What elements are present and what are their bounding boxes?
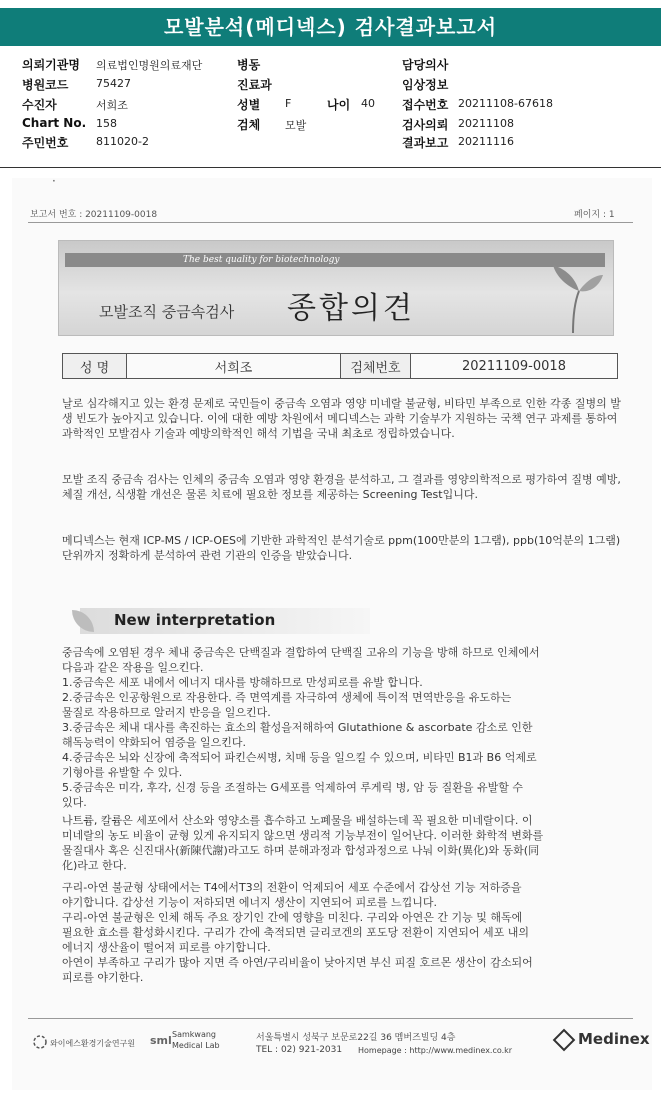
intro-paragraph-2: 모발 조직 중금속 검사는 인체의 중금속 오염과 영양 환경을 분석하고, 그 결과를 영양의학적으로 평가하여 질병 예방, 체질 개선, 식생활 개선은 물론 치료에 필요한 정보를 제공하는 Screening Test입니다. <box>62 473 621 501</box>
interp-line: 5.중금속은 미각, 후각, 신경 등을 조절하는 G세포를 억제하여 루게릭 병, 암 등 질환을 유발할 수 <box>62 781 523 794</box>
copper-line: 피로를 야기한다. <box>62 971 144 984</box>
age-value: 40 <box>361 97 375 110</box>
copper-line: 구리-아연 불균형은 인체 해독 주요 장기인 간에 영향을 미친다. 구리와 아연은 간 기능 및 해독에 <box>62 911 523 924</box>
banner-subtitle: 모발조직 중금속검사 <box>99 303 235 321</box>
hospital-code-value: 75427 <box>96 77 131 90</box>
copper-line: 구리-아연 불균형 상태에서는 T4에서T3의 전환이 억제되어 세포 수준에서 갑상선 기능 저하증을 <box>62 881 522 894</box>
footer-address: 서울특별시 성북구 보문로22길 36 멤버즈빌딩 4층 <box>256 1033 456 1043</box>
report-date-label: 결과보고 <box>402 136 449 150</box>
scan-dot: · <box>52 174 56 188</box>
copper-line: 야기합니다. 갑상선 기능이 저하되면 에너지 생산이 지연되어 피로를 느낍니다. <box>62 896 437 909</box>
new-interpretation-heading <box>80 608 370 634</box>
medinex-logo <box>556 1030 650 1048</box>
sex-value: F <box>285 97 292 110</box>
interp-line: 다음과 같은 작용을 일으킨다. <box>62 661 204 674</box>
interp-line: 중금속에 오염된 경우 체내 중금속은 단백질과 결합하여 단백질 고유의 기능을 방해 하므로 인체에서 <box>62 646 540 659</box>
resident-no-value: 811020-2 <box>96 135 149 148</box>
request-value: 20211108 <box>458 117 514 130</box>
copper-line: 아연이 부족하고 구리가 많아 지면 즉 아연/구리비율이 낮아지면 부신 피질 호르몬 생산이 감소되어 <box>62 956 533 969</box>
mineral-line: 化)라고 한다. <box>62 859 127 872</box>
name-label-cell: 성 명 <box>63 354 127 378</box>
interp-line: 3.중금속은 체내 대사를 촉진하는 효소의 활성을저해하여 Glutathione & ascorbate 감소로 인한 <box>62 721 533 734</box>
footer-tel: TEL : 02) 921-2031 <box>256 1045 343 1055</box>
institution-label: 의뢰기관명 <box>22 58 80 72</box>
ys-logo-icon <box>32 1034 48 1050</box>
summary-banner <box>58 240 614 336</box>
patient-info-panel <box>0 50 661 168</box>
copper-line: 필요한 효소를 활성화시킨다. 구리가 간에 축적되면 글리코겐의 포도당 전환이 지연되어 세포 내의 <box>62 926 529 939</box>
interp-line: 물질로 작용하므로 알러지 반응을 일으킨다. <box>62 706 271 719</box>
footer-logo-medicallab: Medical Lab <box>172 1041 220 1050</box>
sex-label: 성별 <box>237 98 261 112</box>
header-divider <box>28 222 633 223</box>
intro-paragraph-3: 메디넥스는 현재 ICP-MS / ICP-OES에 기반한 과학적인 분석기술로 ppm(100만분의 1그램), ppb(10억분의 1그램) 단위까지 정확하게 분석하여 관련 기관의 인증을 받았습니다. <box>62 534 621 562</box>
hospital-code-label: 병원코드 <box>22 78 69 92</box>
examinee-value: 서희조 <box>96 99 128 112</box>
interp-line: 해독능력이 약화되어 염증을 일으킨다. <box>62 736 247 749</box>
receipt-value: 20211108-67618 <box>458 97 553 110</box>
department-label: 진료과 <box>237 78 272 92</box>
page-number: 페이지 : 1 <box>574 210 615 220</box>
medinex-logo-icon <box>553 1028 576 1051</box>
footer-logo-samkwang: Samkwang <box>172 1030 216 1039</box>
mineral-line: 미네랄의 농도 비율이 균형 있게 유지되지 않으면 생리적 기능부전이 일어난다. 이러한 화학적 변화를 <box>62 829 544 842</box>
footer-divider <box>28 1018 633 1019</box>
copper-zinc-section <box>62 880 624 985</box>
receipt-label: 접수번호 <box>402 98 449 112</box>
footer-logo-ys: 와이에스환경기술연구원 <box>50 1039 136 1048</box>
interp-line: 1.중금속은 세포 내에서 에너지 대사를 방해하므로 만성피로를 유발 합니다. <box>62 676 423 689</box>
doctor-label: 담당의사 <box>402 58 449 72</box>
new-interpretation-title: New interpretation <box>114 611 276 629</box>
specimen-value: 모발 <box>285 119 307 132</box>
mineral-line: 나트륨, 칼륨은 세포에서 산소와 영양소를 흡수하고 노폐물을 배설하는데 꼭 필요한 미네랄이다. 이 <box>62 814 533 827</box>
clinical-label: 임상정보 <box>402 78 449 92</box>
copper-line: 에너지 생산율이 떨어져 피로를 야기합니다. <box>62 941 271 954</box>
banner-tagline: The best quality for biotechnology <box>183 255 340 265</box>
interpretation-section <box>62 645 624 810</box>
intro-paragraph-1: 날로 심각해지고 있는 환경 문제로 국민들이 중금속 오염과 영양 미네랄 불균형, 비타민 부족으로 인한 각종 질병의 발생 빈도가 높아지고 있습니다. 이에 대한 예방 차원에서 메디넥스는 과학 기술부가 지원하는 국책 연구 과제를 통하여 과학적인 모발검사 기술과 예방의학적인 해석 기법을 국내 최초로 정립하였습니다. <box>62 397 621 440</box>
report-title: 모발분석(메디넥스) 검사결과보고서 <box>0 8 661 46</box>
interp-line: 4.중금속은 뇌와 신장에 축적되어 파킨슨씨병, 치매 등을 일으킬 수 있으며, 비타민 B1과 B6 억제로 <box>62 751 537 764</box>
name-value-cell: 서희조 <box>127 354 341 378</box>
mineral-section <box>62 813 624 873</box>
institution-value: 의료법인명원의료재단 <box>96 59 203 72</box>
age-label: 나이 <box>327 98 351 112</box>
specimen-no-value-cell: 20211109-0018 <box>462 358 566 374</box>
chart-no-label: Chart No. <box>22 116 87 130</box>
mineral-line: 물질대사 혹은 신진대사(新陳代謝)라고도 하며 분해과정과 합성과정으로 나눠 이화(異化)와 동화(同 <box>62 844 540 857</box>
banner-main-title: 종합의견 <box>287 291 415 326</box>
request-label: 검사의뢰 <box>402 118 449 132</box>
footer-homepage: Homepage : http://www.medinex.co.kr <box>358 1046 513 1055</box>
specimen-label: 검체 <box>237 118 261 132</box>
specimen-no-label-cell: 검체번호 <box>341 354 411 378</box>
examinee-box <box>62 353 618 379</box>
sml-logo-icon: sml <box>150 1034 172 1047</box>
chart-no-value: 158 <box>96 117 117 130</box>
interp-line: 기형아를 유발할 수 있다. <box>62 766 183 779</box>
report-date-value: 20211116 <box>458 135 514 148</box>
sprout-icon <box>543 263 603 333</box>
interp-line: 있다. <box>62 796 87 809</box>
interp-line: 2.중금속은 인공항원으로 작용한다. 즉 면역계를 자극하여 생체에 특이적 면역반응을 유도하는 <box>62 691 512 704</box>
medinex-logo-text: Medinex <box>578 1030 650 1048</box>
report-number: 보고서 번호 : 20211109-0018 <box>30 210 158 220</box>
resident-no-label: 주민번호 <box>22 136 69 150</box>
examinee-label: 수진자 <box>22 98 57 112</box>
ward-label: 병동 <box>237 58 261 72</box>
